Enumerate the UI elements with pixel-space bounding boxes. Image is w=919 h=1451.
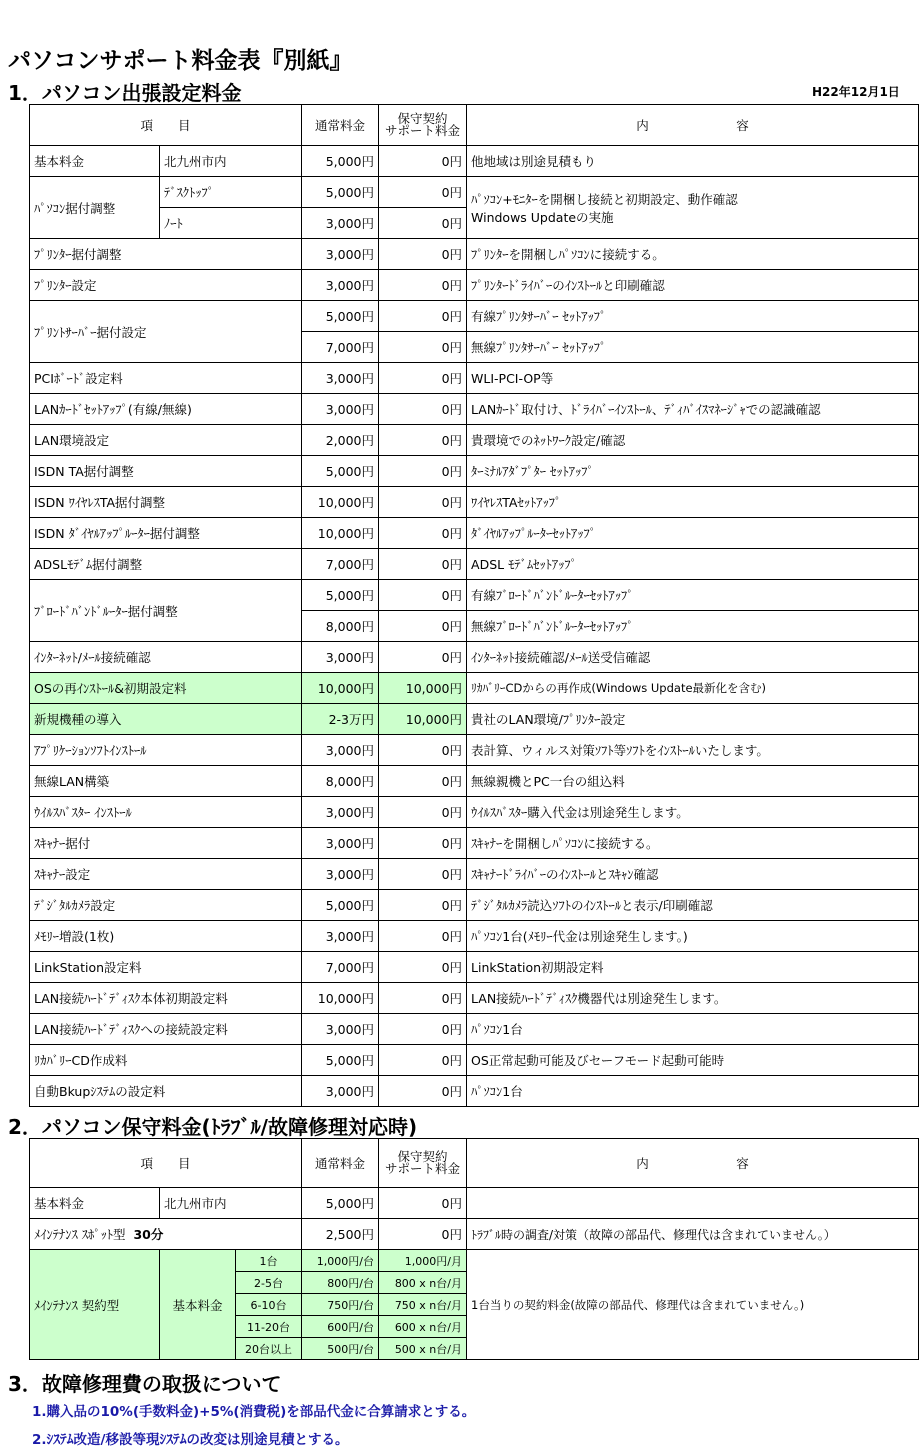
contract-sub: 基本料金	[160, 1250, 236, 1360]
row-item: LAN接続ﾊｰﾄﾞﾃﾞｨｽｸ本体初期設定料	[30, 983, 302, 1014]
row-content: LAN接続ﾊｰﾄﾞﾃﾞｨｽｸ機器代は別途発生します。	[467, 983, 919, 1014]
contract-item: ﾒｲﾝﾃﾅﾝｽ 契約型	[30, 1250, 160, 1360]
table-row	[30, 890, 919, 921]
spot-duration: 30分	[133, 1227, 164, 1242]
table-row	[30, 766, 919, 797]
row-normal: 2-3万円	[302, 704, 379, 735]
row-item: ｲﾝﾀｰﾈｯﾄ/ﾒｰﾙ接続確認	[30, 642, 302, 673]
row-content: ADSL ﾓﾃﾞﾑｾｯﾄｱｯﾌﾟ	[467, 549, 919, 580]
row-sub: ﾉｰﾄ	[160, 208, 302, 239]
issue-date: H22年12月1日	[812, 85, 900, 99]
row-support: 0円	[379, 983, 467, 1014]
row-normal: 3,000円	[302, 921, 379, 952]
row-normal: 2,500円	[302, 1219, 379, 1250]
header-item: 項 目	[30, 1139, 302, 1188]
row-item: ﾌﾟﾘﾝﾄｻｰﾊﾞｰ据付設定	[30, 301, 302, 363]
tier-normal: 500円/台	[302, 1338, 379, 1360]
table-row	[30, 983, 919, 1014]
table-row	[30, 1188, 919, 1219]
tier-normal: 800円/台	[302, 1272, 379, 1294]
row-item: 自動Bkupｼｽﾃﾑの設定料	[30, 1076, 302, 1107]
row-item: ﾌﾞﾛｰﾄﾞﾊﾞﾝﾄﾞﾙｰﾀｰ据付調整	[30, 580, 302, 642]
row-sub: ﾃﾞｽｸﾄｯﾌﾟ	[160, 177, 302, 208]
row-normal: 3,000円	[302, 270, 379, 301]
row-normal: 3,000円	[302, 208, 379, 239]
row-normal: 3,000円	[302, 859, 379, 890]
header-support: 保守契約 サポート料金	[379, 1139, 467, 1188]
row-content: 貴環境でのﾈｯﾄﾜｰｸ設定/確認	[467, 425, 919, 456]
table-row	[30, 1045, 919, 1076]
row-content: ﾊﾟｿｺﾝ+ﾓﾆﾀｰを開梱し接続と初期設定、動作確認 Windows Updateの実施	[467, 177, 919, 239]
row-content: ｽｷｬﾅｰを開梱しﾊﾟｿｺﾝに接続する。	[467, 828, 919, 859]
header-content: 内 容	[467, 1139, 919, 1188]
row-content: ﾀﾞｲﾔﾙｱｯﾌﾟﾙｰﾀｰｾｯﾄｱｯﾌﾟ	[467, 518, 919, 549]
row-content: OS正常起動可能及びセーフモード起動可能時	[467, 1045, 919, 1076]
row-support: 10,000円	[379, 704, 467, 735]
row-item: ISDN ﾜｲﾔﾚｽTA据付調整	[30, 487, 302, 518]
tier-normal: 600円/台	[302, 1316, 379, 1338]
row-content: LinkStation初期設定料	[467, 952, 919, 983]
row-item: PCIﾎﾞｰﾄﾞ設定料	[30, 363, 302, 394]
header-normal: 通常料金	[302, 1139, 379, 1188]
row-support: 0円	[379, 146, 467, 177]
row-item: LAN接続ﾊｰﾄﾞﾃﾞｨｽｸへの接続設定料	[30, 1014, 302, 1045]
tier-support: 500 x n台/月	[379, 1338, 467, 1360]
row-content: 他地域は別途見積もり	[467, 146, 919, 177]
table-row	[30, 518, 919, 549]
table-row	[30, 270, 919, 301]
row-support: 0円	[379, 797, 467, 828]
row-normal: 7,000円	[302, 952, 379, 983]
table-row	[30, 859, 919, 890]
tier-units: 11-20台	[236, 1316, 302, 1338]
section2-heading: 2．パソコン保守料金(ﾄﾗﾌﾞﾙ/故障修理対応時)	[8, 1115, 418, 1139]
table-row	[30, 301, 919, 332]
row-content: 有線ﾌﾞﾛｰﾄﾞﾊﾞﾝﾄﾞﾙｰﾀｰｾｯﾄｱｯﾌﾟ	[467, 580, 919, 611]
row-content: ﾊﾟｿｺﾝ1台	[467, 1076, 919, 1107]
row-normal: 2,000円	[302, 425, 379, 456]
row-content: 貴社のLAN環境/ﾌﾟﾘﾝﾀｰ設定	[467, 704, 919, 735]
row-support: 0円	[379, 611, 467, 642]
table-row	[30, 177, 919, 208]
tier-support: 1,000円/月	[379, 1250, 467, 1272]
row-support: 0円	[379, 1076, 467, 1107]
row-support: 0円	[379, 363, 467, 394]
table-row-highlight	[30, 704, 919, 735]
note-1: 1.購入品の10%(手数料金)+5%(消費税)を部品代金に合算請求とする。	[32, 1404, 476, 1420]
row-content: ﾊﾟｿｺﾝ1台	[467, 1014, 919, 1045]
row-normal: 7,000円	[302, 549, 379, 580]
row-support: 0円	[379, 301, 467, 332]
row-item: ﾘｶﾊﾞﾘｰCD作成料	[30, 1045, 302, 1076]
row-normal: 3,000円	[302, 394, 379, 425]
row-support: 0円	[379, 921, 467, 952]
row-support: 0円	[379, 859, 467, 890]
tier-units: 6-10台	[236, 1294, 302, 1316]
contract-content: 1台当りの契約料金(故障の部品代、修理代は含まれていません。)	[467, 1250, 919, 1360]
row-content: ﾃﾞｼﾞﾀﾙｶﾒﾗ読込ｿﾌﾄのｲﾝｽﾄｰﾙと表示/印刷確認	[467, 890, 919, 921]
row-content: ﾌﾟﾘﾝﾀｰﾄﾞﾗｲﾊﾞｰのｲﾝｽﾄｰﾙと印刷確認	[467, 270, 919, 301]
row-content: ﾀｰﾐﾅﾙｱﾀﾞﾌﾟﾀｰ ｾｯﾄｱｯﾌﾟ	[467, 456, 919, 487]
table-row	[30, 797, 919, 828]
row-normal: 5,000円	[302, 580, 379, 611]
row-item: 基本料金	[30, 146, 160, 177]
row-support: 0円	[379, 952, 467, 983]
table-row	[30, 580, 919, 611]
table-row	[30, 549, 919, 580]
row-item: ﾌﾟﾘﾝﾀｰ設定	[30, 270, 302, 301]
page-title: パソコンサポート料金表『別紙』	[8, 48, 353, 74]
table-row-highlight	[30, 673, 919, 704]
table-header-row	[30, 105, 919, 146]
row-content: 無線親機とPC一台の組込料	[467, 766, 919, 797]
table-row	[30, 1076, 919, 1107]
row-support: 0円	[379, 456, 467, 487]
row-item: 基本料金	[30, 1188, 160, 1219]
row-content: 無線ﾌﾟﾘﾝﾀｻｰﾊﾞｰ ｾｯﾄｱｯﾌﾟ	[467, 332, 919, 363]
row-support: 0円	[379, 1045, 467, 1076]
table-row	[30, 146, 919, 177]
row-support: 0円	[379, 270, 467, 301]
section3-heading: 3．故障修理費の取扱について	[8, 1372, 282, 1396]
row-item: OSの再ｲﾝｽﾄｰﾙ&初期設定料	[30, 673, 302, 704]
row-support: 0円	[379, 1014, 467, 1045]
row-normal: 3,000円	[302, 239, 379, 270]
row-support: 0円	[379, 518, 467, 549]
row-item: ISDN TA据付調整	[30, 456, 302, 487]
row-normal: 5,000円	[302, 890, 379, 921]
header-content: 内 容	[467, 105, 919, 146]
row-item: LANｶｰﾄﾞｾｯﾄｱｯﾌﾟ(有線/無線)	[30, 394, 302, 425]
header-support: 保守契約 サポート料金	[379, 105, 467, 146]
row-normal: 10,000円	[302, 983, 379, 1014]
tier-row	[30, 1250, 919, 1272]
row-item: LinkStation設定料	[30, 952, 302, 983]
row-content: LANｶｰﾄﾞ取付け、ﾄﾞﾗｲﾊﾞｰｲﾝｽﾄｰﾙ、ﾃﾞｨﾊﾞｲｽﾏﾈｰｼﾞｬでの認識確認	[467, 394, 919, 425]
row-content: ﾊﾟｿｺﾝ1台(ﾒﾓﾘｰ代金は別途発生します。)	[467, 921, 919, 952]
row-item: ﾒｲﾝﾃﾅﾝｽ ｽﾎﾟｯﾄ型 30分	[30, 1219, 302, 1250]
row-content: ｲﾝﾀｰﾈｯﾄ接続確認/ﾒｰﾙ送受信確認	[467, 642, 919, 673]
row-normal: 10,000円	[302, 673, 379, 704]
row-item: ﾃﾞｼﾞﾀﾙｶﾒﾗ設定	[30, 890, 302, 921]
table-row	[30, 1219, 919, 1250]
row-content: 表計算、ウィルス対策ｿﾌﾄ等ｿﾌﾄをｲﾝｽﾄｰﾙいたします。	[467, 735, 919, 766]
table-row	[30, 394, 919, 425]
row-content: ﾌﾟﾘﾝﾀｰを開梱しﾊﾟｿｺﾝに接続する。	[467, 239, 919, 270]
row-normal: 10,000円	[302, 487, 379, 518]
row-normal: 3,000円	[302, 1014, 379, 1045]
row-support: 0円	[379, 332, 467, 363]
row-item: LAN環境設定	[30, 425, 302, 456]
note-2: 2.ｼｽﾃﾑ改造/移設等現ｼｽﾃﾑの改変は別途見積とする。	[32, 1432, 349, 1448]
row-normal: 3,000円	[302, 642, 379, 673]
table-row	[30, 487, 919, 518]
row-normal: 3,000円	[302, 363, 379, 394]
row-item: ｽｷｬﾅｰ設定	[30, 859, 302, 890]
row-normal: 5,000円	[302, 1188, 379, 1219]
table-row	[30, 239, 919, 270]
row-normal: 5,000円	[302, 1045, 379, 1076]
tier-support: 750 x n台/月	[379, 1294, 467, 1316]
row-sub: 北九州市内	[160, 1188, 302, 1219]
row-support: 10,000円	[379, 673, 467, 704]
table-row	[30, 1014, 919, 1045]
table-row	[30, 642, 919, 673]
row-support: 0円	[379, 549, 467, 580]
row-support: 0円	[379, 890, 467, 921]
row-normal: 8,000円	[302, 766, 379, 797]
table-row	[30, 425, 919, 456]
row-item: ﾒﾓﾘｰ増設(1枚)	[30, 921, 302, 952]
row-item: ｳｲﾙｽﾊﾞｽﾀｰ ｲﾝｽﾄｰﾙ	[30, 797, 302, 828]
row-support: 0円	[379, 828, 467, 859]
row-item: 無線LAN構築	[30, 766, 302, 797]
row-content: 無線ﾌﾞﾛｰﾄﾞﾊﾞﾝﾄﾞﾙｰﾀｰｾｯﾄｱｯﾌﾟ	[467, 611, 919, 642]
row-item: ｱﾌﾟﾘｹｰｼｮﾝｿﾌﾄｲﾝｽﾄｰﾙ	[30, 735, 302, 766]
row-sub: 北九州市内	[160, 146, 302, 177]
row-support: 0円	[379, 177, 467, 208]
tier-units: 2-5台	[236, 1272, 302, 1294]
row-normal: 5,000円	[302, 146, 379, 177]
row-item: ﾊﾟｿｺﾝ据付調整	[30, 177, 160, 239]
row-normal: 3,000円	[302, 797, 379, 828]
row-normal: 5,000円	[302, 456, 379, 487]
header-normal: 通常料金	[302, 105, 379, 146]
row-support: 0円	[379, 642, 467, 673]
row-content: ｽｷｬﾅｰﾄﾞﾗｲﾊﾞｰのｲﾝｽﾄｰﾙとｽｷｬﾝ確認	[467, 859, 919, 890]
row-support: 0円	[379, 580, 467, 611]
setup-fee-table	[29, 104, 919, 1107]
row-normal: 5,000円	[302, 177, 379, 208]
row-normal: 3,000円	[302, 735, 379, 766]
row-normal: 3,000円	[302, 1076, 379, 1107]
row-normal: 3,000円	[302, 828, 379, 859]
maintenance-fee-table	[29, 1138, 919, 1360]
section1-heading: 1．パソコン出張設定料金	[8, 81, 242, 105]
row-normal: 5,000円	[302, 301, 379, 332]
row-item: ﾌﾟﾘﾝﾀｰ据付調整	[30, 239, 302, 270]
row-content: 有線ﾌﾟﾘﾝﾀｻｰﾊﾞｰ ｾｯﾄｱｯﾌﾟ	[467, 301, 919, 332]
row-normal: 10,000円	[302, 518, 379, 549]
row-item: ADSLﾓﾃﾞﾑ据付調整	[30, 549, 302, 580]
row-normal: 8,000円	[302, 611, 379, 642]
tier-support: 600 x n台/月	[379, 1316, 467, 1338]
table-row	[30, 828, 919, 859]
tier-units: 20台以上	[236, 1338, 302, 1360]
row-support: 0円	[379, 208, 467, 239]
table-row	[30, 363, 919, 394]
header-item: 項 目	[30, 105, 302, 146]
row-content	[467, 1188, 919, 1219]
row-item: ｽｷｬﾅｰ据付	[30, 828, 302, 859]
table-row	[30, 921, 919, 952]
row-support: 0円	[379, 239, 467, 270]
row-support: 0円	[379, 735, 467, 766]
table-row	[30, 735, 919, 766]
row-content: ｳｲﾙｽﾊﾞｽﾀｰ購入代金は別途発生します。	[467, 797, 919, 828]
tier-normal: 750円/台	[302, 1294, 379, 1316]
row-content: ﾄﾗﾌﾞﾙ時の調査/対策（故障の部品代、修理代は含まれていません。）	[467, 1219, 919, 1250]
row-content: WLI-PCI-OP等	[467, 363, 919, 394]
row-support: 0円	[379, 766, 467, 797]
tier-units: 1台	[236, 1250, 302, 1272]
row-content: ﾜｲﾔﾚｽTAｾｯﾄｱｯﾌﾟ	[467, 487, 919, 518]
row-support: 0円	[379, 394, 467, 425]
tier-support: 800 x n台/月	[379, 1272, 467, 1294]
table-header-row	[30, 1139, 919, 1188]
table-row	[30, 456, 919, 487]
table-row	[30, 952, 919, 983]
tier-normal: 1,000円/台	[302, 1250, 379, 1272]
row-support: 0円	[379, 1188, 467, 1219]
row-normal: 7,000円	[302, 332, 379, 363]
row-content: ﾘｶﾊﾞﾘｰCDからの再作成(Windows Update最新化を含む)	[467, 673, 919, 704]
row-item: 新規機種の導入	[30, 704, 302, 735]
row-item: ISDN ﾀﾞｲﾔﾙｱｯﾌﾟﾙｰﾀｰ据付調整	[30, 518, 302, 549]
row-support: 0円	[379, 1219, 467, 1250]
row-support: 0円	[379, 425, 467, 456]
row-support: 0円	[379, 487, 467, 518]
